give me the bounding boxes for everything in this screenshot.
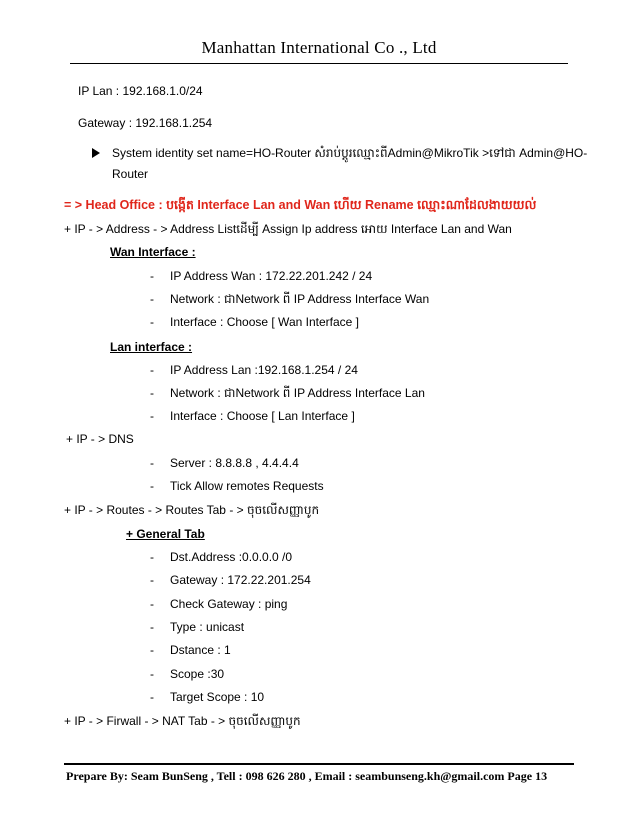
- list-dash: -: [150, 363, 154, 377]
- gateway-line: Gateway : 192.168.1.254: [78, 116, 213, 130]
- bullet-arrow-icon: [92, 148, 100, 158]
- list-dash: -: [150, 667, 154, 681]
- dns-allow-item: Tick Allow remotes Requests: [170, 479, 324, 493]
- list-dash: -: [150, 690, 154, 704]
- identity-line-cont: Router: [112, 167, 149, 181]
- lan-interface-title: Lan interface :: [110, 340, 193, 354]
- list-dash: -: [150, 409, 154, 423]
- head-office-heading: = > Head Office : បង្កើត Interface Lan and Wan ហើយ Rename ឈ្មោះណាដែលងាយយល់: [64, 198, 537, 212]
- ip-lan-line: IP Lan : 192.168.1.0/24: [78, 84, 203, 98]
- route-check-item: Check Gateway : ping: [170, 597, 288, 611]
- dns-server-item: Server : 8.8.8.8 , 4.4.4.4: [170, 456, 299, 470]
- routes-step: + IP - > Routes - > Routes Tab - > ចុចលើសញ្ញាបូក: [64, 503, 320, 517]
- dns-step: + IP - > DNS: [66, 432, 134, 446]
- list-dash: -: [150, 479, 154, 493]
- lan-ip-item: IP Address Lan :192.168.1.254 / 24: [170, 363, 358, 377]
- wan-interface-item: Interface : Choose [ Wan Interface ]: [170, 315, 359, 329]
- lan-interface-item: Interface : Choose [ Lan Interface ]: [170, 409, 355, 423]
- wan-ip-item: IP Address Wan : 172.22.201.242 / 24: [170, 269, 373, 283]
- firewall-step: + IP - > Firwall - > NAT Tab - > ចុចលើសញ្ញាបូក: [64, 714, 301, 728]
- route-type-item: Type : unicast: [170, 620, 245, 634]
- route-scope-item: Scope :30: [170, 667, 225, 681]
- general-tab-title: + General Tab: [126, 527, 205, 541]
- list-dash: -: [150, 386, 154, 400]
- list-dash: -: [150, 573, 154, 587]
- identity-line: System identity set name=HO-Router សំរាប់ប្តូរឈ្មោះពីAdmin@MikroTik >ទៅជា Admin@HO-: [112, 146, 588, 160]
- page-footer: Prepare By: Seam BunSeng , Tell : 098 626 280 , Email : seambunseng.kh@gmail.com Page 13: [66, 769, 548, 783]
- ip-address-step: + IP - > Address - > Address Listដើម្បី Assign Ip address អោយ Interface Lan and Wan: [64, 222, 512, 236]
- list-dash: -: [150, 315, 154, 329]
- lan-network-item: Network : ជាNetwork ពី IP Address Interface Lan: [170, 386, 425, 400]
- route-gateway-item: Gateway : 172.22.201.254: [170, 573, 311, 587]
- list-dash: -: [150, 456, 154, 470]
- list-dash: -: [150, 292, 154, 306]
- route-target-scope-item: Target Scope : 10: [170, 690, 265, 704]
- route-dst-item: Dst.Address :0.0.0.0 /0: [170, 550, 293, 564]
- list-dash: -: [150, 597, 154, 611]
- list-dash: -: [150, 620, 154, 634]
- wan-interface-title: Wan Interface :: [110, 245, 196, 259]
- header-rule: [70, 63, 568, 64]
- list-dash: -: [150, 550, 154, 564]
- route-distance-item: Dstance : 1: [170, 643, 231, 657]
- list-dash: -: [150, 643, 154, 657]
- wan-network-item: Network : ជាNetwork ពី IP Address Interface Wan: [170, 292, 430, 306]
- footer-rule: [64, 763, 574, 765]
- list-dash: -: [150, 269, 154, 283]
- page-header: Manhattan International Co ., Ltd: [201, 38, 437, 57]
